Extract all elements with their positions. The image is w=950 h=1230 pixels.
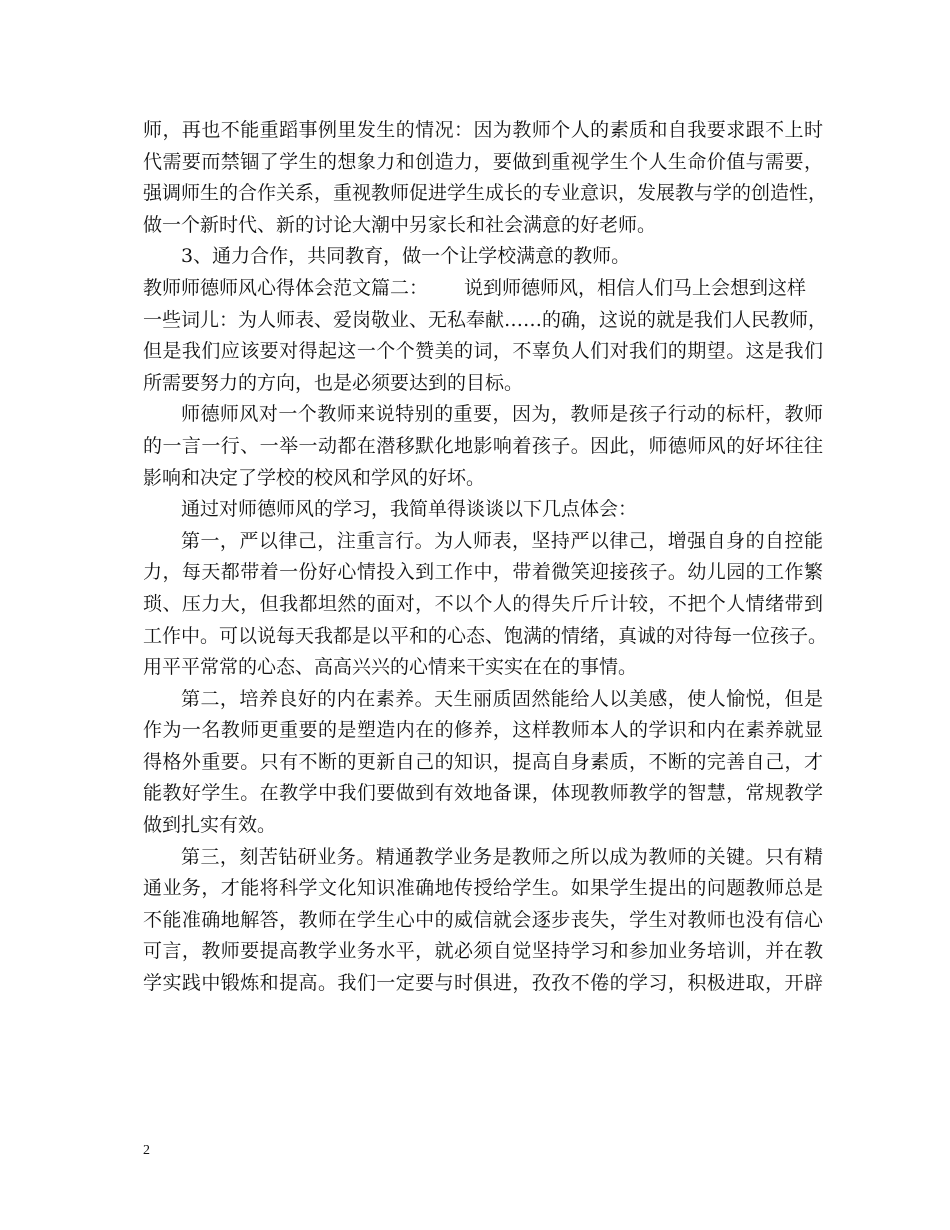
text-line: 一些词儿：为人师表、爱岗敬业、无私奉献……的确，这说的就是我们人民教师，: [143, 308, 828, 331]
document-body: [143, 115, 828, 1000]
text-line: 做到扎实有效。: [143, 814, 277, 837]
text-line: 做一个新时代、新的讨论大潮中另家长和社会满意的好老师。: [143, 213, 657, 236]
text-line: 的一言一行、一举一动都在潜移默化地影响着孩子。因此，师德师风的好坏往往: [143, 434, 823, 457]
text-line: 得格外重要。只有不断的更新自己的知识，提高自身素质，不断的完善自己，才: [143, 750, 823, 773]
text-line: 能教好学生。在教学中我们要做到有效地备课，体现教师教学的智慧，常规教学: [143, 782, 823, 805]
text-line: 但是我们应该要对得起这一个个赞美的词，不辜负人们对我们的期望。这是我们: [143, 340, 823, 363]
text-line: 代需要而禁锢了学生的想象力和创造力，要做到重视学生个人生命价值与需要，: [143, 150, 823, 173]
text-line: 力，每天都带着一份好心情投入到工作中，带着微笑迎接孩子。幼儿园的工作繁: [143, 561, 823, 584]
text-line: 学实践中锻炼和提高。我们一定要与时俱进，孜孜不倦的学习，积极进取，开辟: [143, 972, 823, 995]
text-line: 3、通力合作，共同教育，做一个让学校满意的教师。: [181, 245, 631, 268]
text-line: 第三，刻苦钻研业务。精通教学业务是教师之所以成为教师的关键。只有精: [181, 845, 823, 868]
text-line: 不能准确地解答，教师在学生心中的威信就会逐步丧失，学生对教师也没有信心: [143, 908, 823, 931]
text-line: 师，再也不能重蹈事例里发生的情况：因为教师个人的素质和自我要求跟不上时: [143, 119, 823, 141]
text-line: 用平平常常的心态、高高兴兴的心情来干实实在在的事情。: [143, 656, 638, 679]
section-heading: 教师师德师风心得体会范文篇二：: [143, 276, 429, 299]
section-heading-line: [143, 273, 823, 305]
text-line: 师德师风对一个教师来说特别的重要，因为，教师是孩子行动的标杆，教师: [181, 403, 823, 426]
text-line: 强调师生的合作关系，重视教师促进学生成长的专业意识，发展教与学的创造性，: [143, 182, 828, 205]
text-line: 第二，培养良好的内在素养。天生丽质固然能给人以美感，使人愉悦，但是: [181, 687, 823, 710]
text-line: 所需要努力的方向，也是必须要达到的目标。: [143, 371, 524, 394]
text-line: 工作中。可以说每天我都是以平和的心态、饱满的情绪，真诚的对待每一位孩子。: [143, 624, 828, 647]
page-number: 2: [143, 1143, 150, 1158]
text-line: 可言，教师要提高教学业务水平，就必须自觉坚持学习和参加业务培训，并在教: [143, 940, 823, 963]
text-line: 第一，严以律己，注重言行。为人师表，坚持严以律己，增强自身的自控能: [181, 529, 823, 552]
text-line: 琐、压力大，但我都坦然的面对，不以个人的得失斤斤计较，不把个人情绪带到: [143, 592, 823, 615]
text-line: 通业务，才能将科学文化知识准确地传授给学生。如果学生提出的问题教师总是: [143, 877, 823, 900]
text-line: 影响和决定了学校的校风和学风的好坏。: [143, 466, 486, 489]
section-intro-text: 说到师德师风，相信人们马上会想到这样: [464, 276, 807, 299]
text-line: 通过对师德师风的学习，我简单得谈谈以下几点体会：: [181, 498, 638, 521]
text-line: 作为一名教师更重要的是塑造内在的修养，这样教师本人的学识和内在素养就显: [143, 719, 823, 742]
